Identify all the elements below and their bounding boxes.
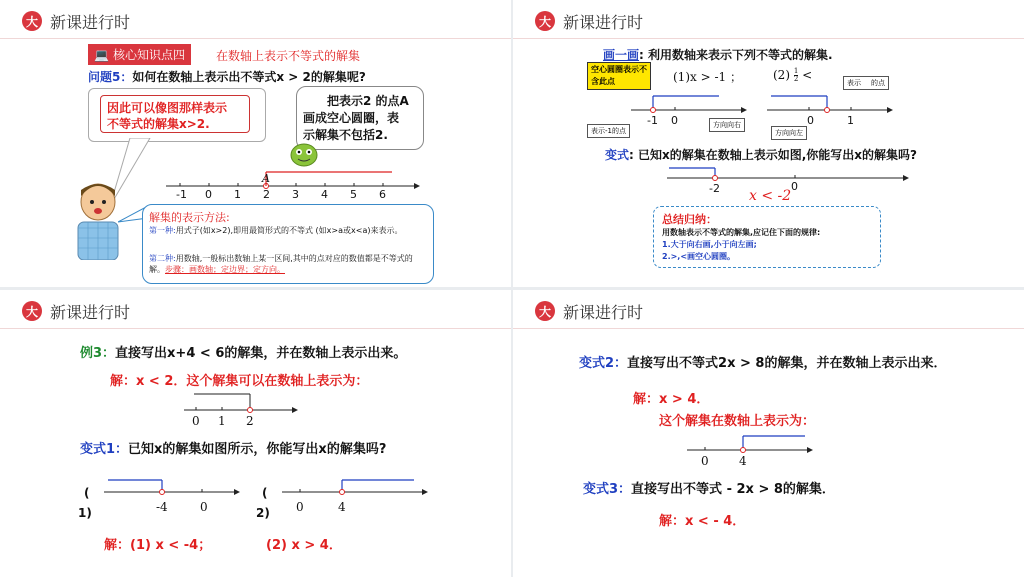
variant-answer: x < -2: [749, 188, 792, 204]
example-tick-2: 2: [246, 414, 254, 428]
variant-2-solution-2: 这个解集在数轴上表示为：: [659, 414, 816, 429]
topic-tag-label: 核心知识点四: [112, 48, 185, 62]
part1-tick-m4: -4: [156, 500, 168, 514]
logo-icon: 大: [535, 301, 555, 321]
variant-2-tick-4: 4: [739, 454, 747, 468]
bubble-right-line3: 示解集不包括2.: [303, 128, 388, 142]
example-3: [80, 342, 406, 361]
header-divider: [0, 38, 511, 39]
variant-task: [605, 146, 917, 163]
label-point-half-b: 的点: [871, 79, 885, 87]
variant-3: [583, 478, 835, 497]
method-box: [142, 204, 434, 284]
slide-3: [0, 290, 511, 577]
summary-line1: 用数轴表示不等式的解集,应记住下面的规律:: [662, 228, 821, 237]
label-dir-left: 方向向左: [771, 126, 807, 140]
draw-text: : 利用数轴来表示下列不等式的解集.: [639, 48, 833, 62]
variant-3-solution: 解：x < - 4．: [659, 514, 746, 529]
slide-4: [513, 290, 1024, 577]
number-line-variant: [663, 164, 913, 188]
part1-tick-0: 0: [200, 500, 208, 514]
part2-open: (: [262, 486, 268, 500]
laptop-icon: 💻: [94, 47, 109, 62]
tick-label: 5: [350, 188, 357, 201]
method-2: [149, 253, 427, 275]
method-1: [149, 225, 427, 236]
draw-task: [603, 46, 833, 63]
method-2-text: 用数轴,一般标出数轴上某一区间,其中的点对应的数值都是不等式的解。: [149, 254, 413, 274]
tick-label: 4: [321, 188, 328, 201]
method-title: 解集的表示方法:: [149, 211, 230, 224]
topic-subtitle: 在数轴上表示不等式的解集: [216, 49, 361, 63]
variant-tick-m2: -2: [709, 182, 720, 195]
slide-header: [535, 298, 643, 324]
slide-1: [0, 0, 511, 287]
label-point-m1: 表示-1的点: [587, 124, 630, 138]
method-1-label: 第一种:: [149, 226, 176, 235]
item1-tick-m1: -1: [647, 114, 658, 127]
part1-close: 1): [78, 506, 92, 520]
method-2-label: 第二种:: [149, 254, 176, 263]
slide-header: [22, 298, 130, 324]
summary-line2: 1.大于向右画,小于向左画;: [662, 240, 757, 249]
part2-close: 2): [256, 506, 270, 520]
variant-1-label: 变式1：: [80, 442, 129, 457]
question-label: 问题5：: [88, 70, 133, 84]
variant-3-label: 变式3：: [583, 482, 632, 497]
header-divider: [513, 38, 1024, 39]
variant-1: [80, 438, 386, 457]
example-label: 例3：: [80, 346, 116, 361]
variant-label: 变式: [605, 148, 630, 162]
bubble-right-line1: 把表示2 的点A: [327, 94, 409, 108]
topic-tag: [88, 44, 191, 65]
number-line-item2: [765, 90, 895, 120]
variant-2-label: 变式2：: [579, 356, 628, 371]
tick-label: 3: [292, 188, 299, 201]
header-title: 新课进行时: [563, 302, 644, 322]
point-a-label: A: [262, 172, 270, 185]
tick-label: 0: [205, 188, 212, 201]
example-solution: 解：x < 2．这个解集可以在数轴上表示为：: [110, 374, 369, 389]
item-2: [773, 68, 812, 83]
bubble-left-line2: 不等式的解集x>2.: [107, 117, 210, 131]
item2-tick-0: 0: [807, 114, 814, 127]
summary-box: [653, 206, 881, 268]
bubble-left-inner: [100, 95, 250, 133]
variant-tick-0: 0: [791, 180, 798, 193]
item2-tick-1: 1: [847, 114, 854, 127]
header-divider: [513, 328, 1024, 329]
header-title: 新课进行时: [50, 302, 131, 322]
item-2-suffix: <: [802, 68, 813, 82]
method-1-text: 用式子(如x>2),即用最简形式的不等式 (如x>a或x<a)来表示。: [175, 226, 403, 235]
logo-icon: 大: [22, 301, 42, 321]
tick-label: 6: [379, 188, 386, 201]
header-divider: [0, 328, 511, 329]
number-line-example: [182, 390, 302, 420]
variant-2-text: 直接写出不等式2x > 8的解集，并在数轴上表示出来．: [627, 356, 947, 371]
slide-2: [513, 0, 1024, 287]
variant-text: : 已知x的解集在数轴上表示如图,你能写出x的解集吗?: [629, 148, 917, 162]
item-2-prefix: (2): [773, 68, 790, 82]
part2-tick-4: 4: [338, 500, 346, 514]
label-point-half: [843, 76, 889, 90]
variant-2-tick-0: 0: [701, 454, 709, 468]
item-1: (1)x > -1 ；: [673, 70, 742, 84]
header-title: 新课进行时: [563, 12, 644, 32]
hollow-circle-note: 空心圆圈表示不含此点: [587, 62, 651, 90]
slide-header: [22, 8, 130, 34]
logo-icon: 大: [22, 11, 42, 31]
label-dir-right: 方向向右: [709, 118, 745, 132]
number-line-part1: [102, 476, 242, 506]
fraction-den: 2: [793, 75, 799, 83]
bubble-right-line2: 画成空心圆圈，表: [303, 111, 400, 125]
question: [88, 68, 366, 85]
tick-label: 2: [263, 188, 270, 201]
slide-header: [535, 8, 643, 34]
variant-3-text: 直接写出不等式 - 2x > 8的解集．: [631, 482, 835, 497]
label-point-half-a: 表示: [847, 79, 861, 87]
summary-title: 总结归纳：: [662, 213, 717, 226]
example-text: 直接写出x+4 < 6的解集，并在数轴上表示出来。: [115, 346, 407, 361]
item-2-fraction: [794, 68, 798, 83]
part1-open: (: [84, 486, 90, 500]
fraction-num: 1: [793, 67, 799, 75]
part2-tick-0: 0: [296, 500, 304, 514]
example-tick-1: 1: [218, 414, 226, 428]
answer-part1: 解：(1) x < -4；: [104, 538, 212, 553]
question-text: 如何在数轴上表示出不等式x > 2的解集呢?: [132, 70, 366, 84]
logo-icon: 大: [535, 11, 555, 31]
variant-2: [579, 352, 946, 371]
method-2-steps: 步骤：画数轴；定边界；定方向。: [165, 265, 285, 274]
header-title: 新课进行时: [50, 12, 131, 32]
example-tick-0: 0: [192, 414, 200, 428]
summary-line3: 2.>,<画空心圆圈。: [662, 252, 736, 261]
tick-label: -1: [176, 188, 187, 201]
draw-label: 画一画: [603, 48, 640, 62]
variant-1-text: 已知x的解集如图所示，你能写出x的解集吗?: [128, 442, 387, 457]
variant-2-solution: 解：x > 4．: [633, 392, 710, 407]
tick-label: 1: [234, 188, 241, 201]
item1-tick-0: 0: [671, 114, 678, 127]
bubble-left-line1: 因此可以像图那样表示: [107, 101, 228, 115]
answer-part2: (2) x > 4．: [266, 538, 342, 553]
